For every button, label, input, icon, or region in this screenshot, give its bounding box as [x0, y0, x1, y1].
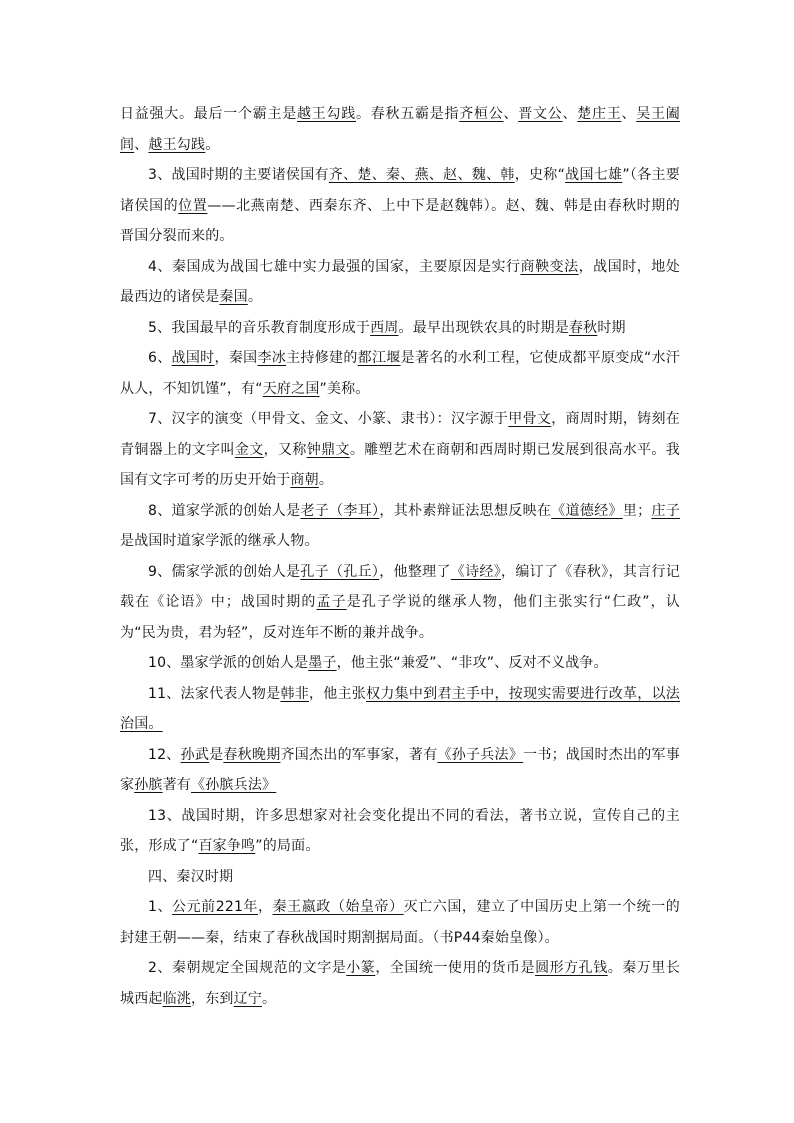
text-run: 、 [621, 106, 637, 122]
underlined-term: 《诗经》 [450, 563, 502, 580]
text-run: 、 [562, 106, 578, 122]
paragraph [120, 862, 680, 893]
underlined-term: 老子（李耳） [300, 502, 380, 519]
text-run: 。最早出现铁农具的时期是 [398, 319, 569, 336]
text-run: 10、墨家学派的创始人是 [148, 655, 309, 671]
underlined-term: 楚庄王 [577, 106, 622, 122]
underlined-term: 《孙子兵法》 [437, 746, 524, 763]
document-body [120, 99, 680, 1014]
text-run: 1、 [148, 899, 173, 915]
text-run: 。 [247, 289, 263, 305]
underlined-term: 孙膑 [134, 777, 163, 793]
underlined-term: 吴王阖闾 [120, 106, 680, 153]
underlined-term: 《孙膑兵法》 [191, 777, 277, 793]
text-run: 里； [622, 502, 652, 519]
underlined-term: 辽宁 [233, 990, 263, 1007]
paragraph [120, 313, 680, 344]
text-run: 2、秦朝规定全国规范的文字是 [148, 960, 347, 976]
text-run: 11、法家代表人物是 [148, 685, 281, 702]
paragraph [120, 160, 680, 252]
text-run: ，史称“ [514, 167, 566, 183]
text-run: ，他主张 [309, 685, 367, 702]
text-run: ，又称 [263, 441, 307, 458]
text-run: 、 [134, 136, 149, 153]
text-run: 。秦万里长城西起 [120, 960, 681, 1007]
text-run: 13、战国时期，许多思想家对社会变化提出不同的看法，著书立说，宣传自己的主张，形成了“ [120, 807, 680, 854]
text-run: ，秦国 [214, 350, 258, 366]
text-run: 灭亡六国，建立了中国历史上第一个统一的封建王朝——秦，结束了春秋战国时期割据局面。（书P44秦始皇像）。 [120, 899, 681, 946]
text-run: 是 [209, 746, 224, 763]
paragraph [120, 99, 680, 160]
text-run: ”（各主要诸侯国的 [120, 167, 680, 214]
text-run: 一书；战国时杰出的军事家 [120, 746, 681, 793]
paragraph [120, 740, 680, 801]
underlined-term: 孔子（孔丘） [300, 563, 380, 580]
text-run: ，编订了《春秋》，其言行记载在《论语》中；战国时期的 [120, 563, 680, 610]
underlined-term: 墨子 [308, 655, 337, 671]
text-run: ，其朴素辩证法思想反映在 [379, 502, 552, 519]
underlined-term: 西周 [370, 319, 399, 336]
underlined-term: 春秋晚期 [223, 746, 281, 763]
text-run: 著有 [162, 777, 192, 793]
paragraph [120, 557, 680, 649]
text-run: 12、 [148, 746, 181, 763]
underlined-term: 都江堰 [357, 350, 401, 366]
text-run: 四、秦汉时期 [148, 868, 234, 885]
paragraph [120, 343, 680, 404]
paragraph [120, 496, 680, 557]
underlined-term: 越王勾践 [297, 106, 356, 122]
paragraph [120, 404, 680, 496]
underlined-term: 小篆 [346, 960, 376, 976]
underlined-term: 齐桓公 [459, 106, 504, 122]
text-run: 4、秦国成为战国七雄中实力最强的国家，主要原因是实行 [148, 258, 521, 275]
text-run: 6、 [148, 350, 172, 366]
paragraph [120, 648, 680, 679]
underlined-term: 公元前221年 [172, 899, 258, 915]
underlined-term: 钟鼎文 [306, 441, 350, 458]
text-run: 8、道家学派的创始人是 [148, 502, 301, 519]
text-run: ，他整理了 [379, 563, 451, 580]
underlined-term: 孟子 [316, 594, 347, 610]
underlined-term: 秦王嬴政（始皇帝） [272, 899, 404, 915]
text-run: 。雕塑艺术在商朝和西周时期已发展到很高水平。我国有文字可考的历史开始于 [120, 441, 680, 488]
underlined-term: 甲骨文 [508, 411, 552, 427]
text-run: 、 [503, 106, 519, 122]
underlined-term: 秦国 [219, 289, 248, 305]
text-run: 。 [205, 136, 220, 153]
text-run: 是战国时道家学派的继承人物。 [120, 533, 319, 549]
underlined-term: 金文 [234, 441, 264, 458]
text-run: 主持修建的 [286, 350, 358, 366]
underlined-term: 韩非 [280, 685, 309, 702]
paragraph [120, 801, 680, 862]
underlined-term: 商鞅变法 [520, 258, 579, 275]
underlined-term: 孙武 [180, 746, 210, 763]
text-run: 9、儒家学派的创始人是 [148, 563, 301, 580]
text-run: 齐国杰出的军事家，著有 [280, 746, 438, 763]
underlined-term: 位置 [178, 197, 208, 214]
text-run: 7、汉字的演变（甲骨文、金文、小篆、隶书）：汉字源于 [148, 411, 509, 427]
text-run: ， [258, 899, 273, 915]
underlined-term: 战国七雄 [565, 167, 623, 183]
underlined-term: 天府之国 [262, 380, 320, 397]
text-run: 3、战国时期的主要诸侯国有 [148, 167, 329, 183]
paragraph [120, 892, 680, 953]
text-run: 。春秋五霸是指 [356, 106, 460, 122]
text-run: 是孔子学说的继承人物，他们主张实行“仁政”，认为“民为贵，君为轻”，反对连年不断的兼并战争。 [120, 594, 680, 641]
text-run: ”美称。 [319, 380, 370, 397]
text-run: ，商周时期，铸刻在青铜器上的文字叫 [120, 411, 680, 458]
paragraph [120, 679, 680, 740]
text-run: 时期 [597, 319, 626, 336]
text-run: 5、我国最早的音乐教育制度形成于 [148, 319, 371, 336]
text-run: 。 [262, 990, 277, 1007]
underlined-term: 临洮 [162, 990, 192, 1007]
text-run: 。 [318, 472, 334, 488]
underlined-term: 百家争鸣 [198, 838, 256, 854]
text-run: ”的局面。 [255, 838, 320, 854]
text-run: 是著名的水利工程，它使成都平原变成“水汗从人，不知饥馑”，有“ [120, 350, 681, 397]
underlined-term: 庄子 [651, 502, 681, 519]
text-run: ，全国统一使用的货币是 [375, 960, 536, 976]
underlined-term: 商朝 [290, 472, 319, 488]
text-run: ，战国时，地处最西边的诸侯是 [120, 258, 681, 305]
underlined-term: 齐、楚、秦、燕、赵、魏、韩 [328, 167, 515, 183]
text-run: ，他主张“兼爱”、“非攻”、反对不义战争。 [336, 655, 608, 671]
underlined-term: 战国时 [171, 350, 215, 366]
underlined-term: 权力集中到君主手中，按现实需要进行改革，以法治国。 [120, 685, 680, 732]
paragraph [120, 953, 680, 1014]
underlined-term: 春秋 [568, 319, 598, 336]
underlined-term: 《道德经》 [551, 502, 623, 519]
text-run: 日益强大。最后一个霸主是 [120, 106, 297, 122]
underlined-term: 李冰 [257, 350, 287, 366]
text-run: ——北燕南楚、西秦东齐、上中下是赵魏韩）。赵、魏、韩是由春秋时期的晋国分裂而来的。 [120, 197, 680, 244]
underlined-term: 越王勾践 [148, 136, 206, 153]
text-run: ，东到 [191, 990, 234, 1007]
underlined-term: 晋文公 [518, 106, 563, 122]
paragraph [120, 252, 680, 313]
underlined-term: 圆形方孔钱 [535, 960, 608, 976]
